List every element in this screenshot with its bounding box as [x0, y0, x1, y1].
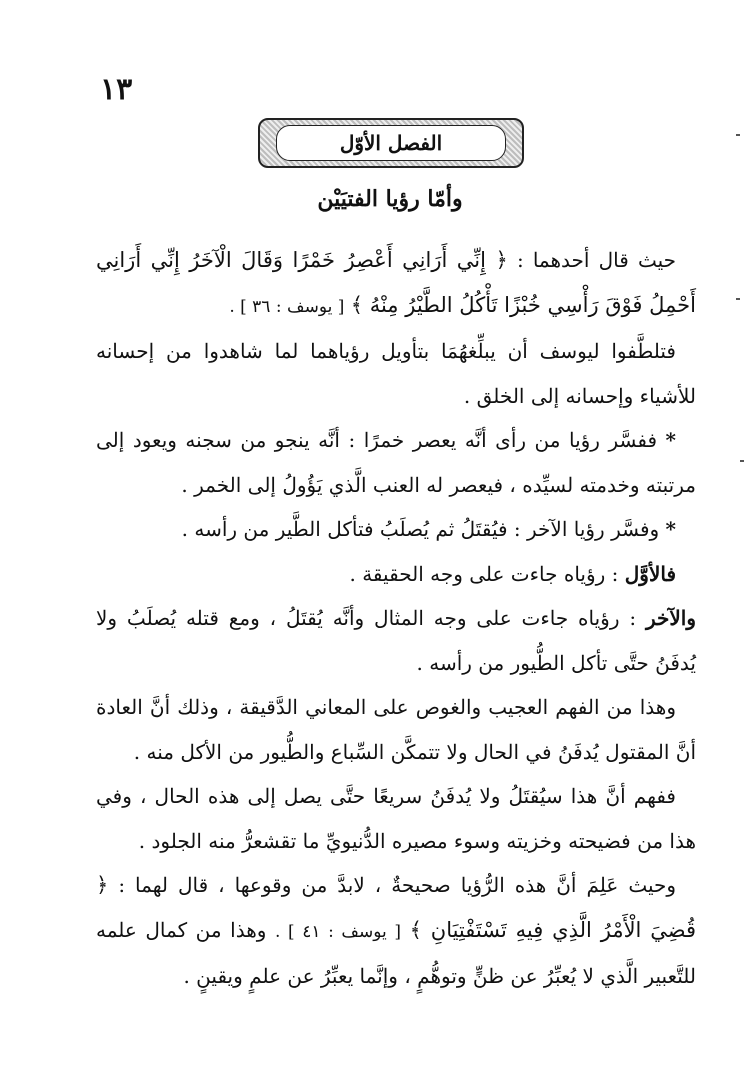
margin-mark — [740, 460, 744, 462]
body-text — [96, 238, 696, 999]
verse-reference-1: [ يوسف : ٣٦ ] . — [229, 296, 345, 317]
paragraph-2: فتلطَّفوا ليوسف أن يبلِّغهُمَا بتأويل رؤياهما لما شاهدوا من إحسانه للأشياء وإحسانه إلى الخلق . — [96, 339, 696, 408]
paragraph-9-intro: وحيث عَلِمَ أنَّ هذه الرُّؤيا صحيحةٌ ، لابدَّ من وقوعها ، قال لهما : — [118, 873, 677, 897]
chapter-title: الفصل الأوّل — [276, 125, 506, 161]
paragraph-5 — [96, 552, 696, 597]
paragraph-6-text: : رؤياه جاءت على وجه المثال وأنَّه يُقتَلُ ، ومع قتله يُصلَبُ ولا يُدفَنُ حتَّى تأكل الطُّيور من رأسه . — [96, 606, 696, 675]
paragraph-8: ففهم أنَّ هذا سيُقتَلُ ولا يُدفَنُ سريعًا حتَّى يصل إلى هذه الحال ، وفي هذا من فضيحته وخزيته وسوء مصيره الدُّنيويِّ ما تقشعرُّ منه الجلود . — [96, 784, 696, 853]
margin-mark — [736, 134, 740, 136]
quran-verse-1: ﴿ إِنِّي أَرَانِي أَعْصِرُ خَمْرًا وَقَالَ الْآخَرُ إِنِّي أَرَانِي أَحْمِلُ فَوْقَ رَأْسِي خُبْزًا تَأْكُلُ الطَّيْرُ مِنْهُ ﴾ — [96, 248, 696, 317]
paragraph-3 — [96, 418, 696, 507]
quran-verse-2: ﴿ قُضِيَ الْأَمْرُ الَّذِي فِيهِ تَسْتَفْتِيَانِ ﴾ — [96, 873, 697, 942]
verse-reference-2: [ يوسف : ٤١ ] . — [274, 921, 402, 942]
paragraph-6 — [96, 596, 696, 685]
paragraph-1-intro: حيث قال أحدهما : — [516, 248, 677, 272]
paragraph-4-text: وفسَّر رؤيا الآخر : فيُقتَلُ ثم يُصلَبُ فتأكل الطَّير من رأسه . — [181, 517, 660, 541]
bullet-marker: * — [665, 517, 676, 541]
paragraph-9 — [96, 863, 696, 999]
paragraph-9-outro: وهذا من كمال علمه للتَّعبير الَّذي لا يُعبِّرُ عن ظنٍّ وتوهُّمٍ ، وإنَّما يعبِّرُ عن علمٍ ويقينٍ . — [96, 917, 696, 988]
section-title: وأمّا رؤيا الفتيَيْن — [317, 186, 463, 212]
margin-mark — [736, 298, 740, 300]
chapter-title-frame — [258, 118, 524, 168]
page-number: ١٣ — [100, 72, 133, 107]
paragraph-6-lead: والآخر — [645, 606, 697, 630]
paragraph-3-text: ففسَّر رؤيا من رأى أنَّه يعصر خمرًا : أنَّه ينجو من سجنه ويعود إلى مرتبته وخدمته لسيِّده ، فيعصر له العنب الَّذي يَؤُولُ إلى الخمر . — [96, 428, 696, 497]
paragraph-7: وهذا من الفهم العجيب والغوص على المعاني الدَّقيقة ، وذلك أنَّ العادة أنَّ المقتول يُدفَنُ في الحال ولا تتمكَّن السِّباع والطُّيور من الأكل منه . — [96, 695, 696, 764]
paragraph-5-lead: فالأوَّل — [624, 561, 676, 586]
paragraph-5-text: : رؤياه جاءت على وجه الحقيقة . — [349, 561, 619, 586]
paragraph-1 — [96, 238, 696, 329]
bullet-marker: * — [665, 428, 677, 452]
paragraph-4 — [96, 507, 696, 552]
